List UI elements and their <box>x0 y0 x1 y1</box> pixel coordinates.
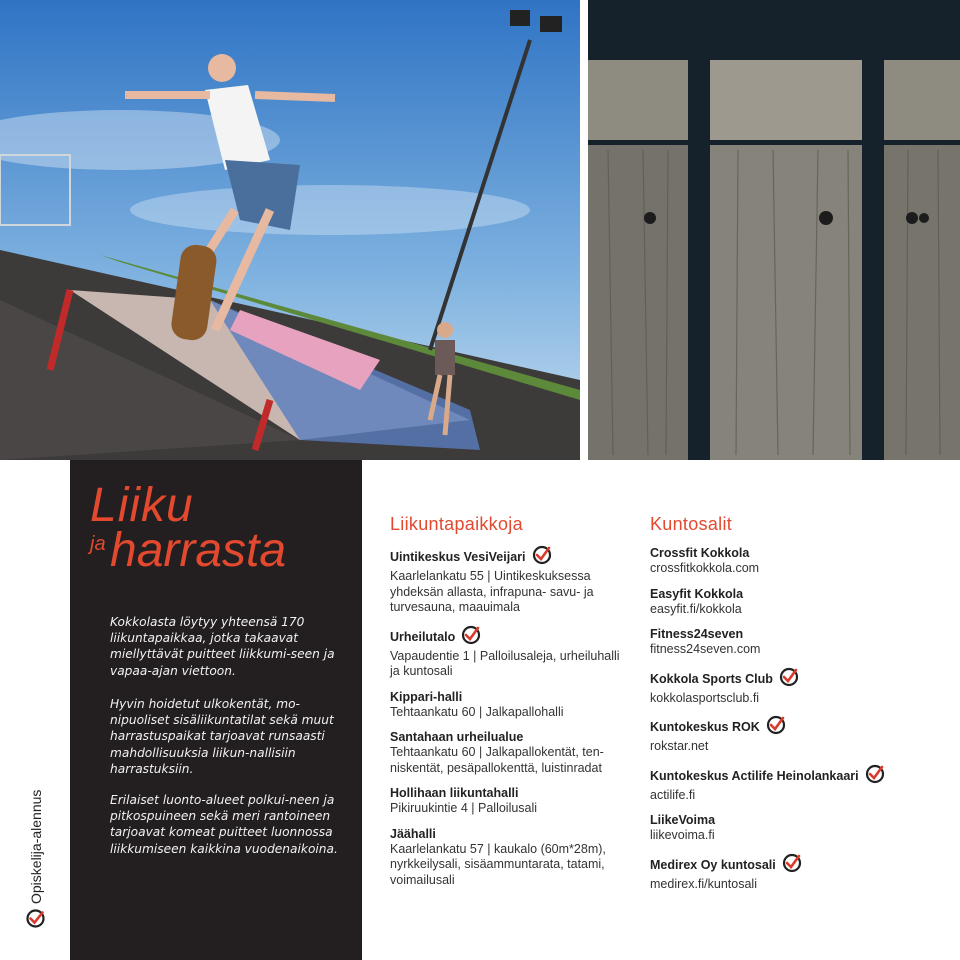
item-name <box>650 545 950 561</box>
student-discount-label <box>24 790 47 930</box>
item-name <box>650 853 950 877</box>
places-heading: Liikuntapaikkoja <box>390 514 523 534</box>
places-column <box>390 514 630 897</box>
list-item <box>390 689 630 721</box>
gyms-column <box>650 514 950 901</box>
item-description[interactable]: actilife.fi <box>650 787 696 802</box>
item-description[interactable]: crossfitkokkola.com <box>650 561 760 575</box>
item-name <box>650 626 950 642</box>
check-badge-icon <box>779 667 799 691</box>
check-badge-icon <box>865 764 885 788</box>
list-item <box>650 667 950 707</box>
item-name-text: LiikeVoima <box>650 813 716 827</box>
item-description[interactable]: kokkolasportsclub.fi <box>650 690 760 705</box>
item-name-text: Kippari-halli <box>390 689 463 704</box>
item-name <box>390 729 630 745</box>
title-small: ja <box>90 533 106 555</box>
item-name-text: Hollihaan liikuntahalli <box>390 786 519 800</box>
item-name <box>650 715 950 739</box>
intro-paragraph-1: Kokkolasta löytyy yhteensä 170 liikuntapaikkaa, jotka takaavat miellyttävät puitteet liikkumi-seen ja vapaa-ajan viettoon. <box>110 615 335 678</box>
item-description[interactable]: medirex.fi/kuntosali <box>650 876 757 891</box>
item-name-text: Jäähalli <box>390 826 436 841</box>
title-line2: harrasta <box>110 524 287 577</box>
gyms-heading: Kuntosalit <box>650 514 733 534</box>
item-name-text: Kokkola Sports Club <box>650 671 773 686</box>
item-name <box>650 586 950 602</box>
item-name-text: Medirex Oy kuntosali <box>650 857 776 872</box>
list-item <box>650 626 950 658</box>
list-item <box>650 764 950 804</box>
list-item <box>390 826 630 889</box>
list-item <box>650 812 950 844</box>
vertical-label-text: Opiskelija-alennus <box>27 789 44 904</box>
list-item <box>650 586 950 618</box>
item-name <box>650 764 950 788</box>
wood-planks-photo <box>588 0 960 460</box>
item-name-text: Kuntokeskus Actilife Heinolankaari <box>650 768 859 783</box>
check-badge-icon <box>26 909 46 932</box>
list-item <box>390 729 630 776</box>
item-name-text: Urheilutalo <box>390 629 456 644</box>
item-description: Tehtaankatu 60 | Jalkapallokentät, ten-niskentät, pesäpallokenttä, luistinradat <box>390 745 604 775</box>
item-name <box>390 625 630 649</box>
item-description: Kaarlelankatu 55 | Uintikeskuksessa yhdeksän allasta, infrapuna- savu- ja turvesauna, maauimala <box>390 569 594 614</box>
check-badge-icon <box>766 715 786 739</box>
item-name <box>390 545 630 569</box>
item-description[interactable]: easyfit.fi/kokkola <box>650 601 742 616</box>
item-name <box>650 667 950 691</box>
item-name <box>390 689 630 705</box>
list-item <box>650 545 950 577</box>
item-description: Pikiruukintie 4 | Palloilusali <box>390 801 538 815</box>
page-title <box>90 479 287 577</box>
skatepark-photo <box>0 0 580 460</box>
list-item <box>650 853 950 893</box>
list-item <box>390 785 630 817</box>
item-description[interactable]: rokstar.net <box>650 739 709 753</box>
item-name <box>650 812 950 828</box>
item-name-text: Fitness24seven <box>650 627 744 641</box>
item-description: Vapaudentie 1 | Palloilusaleja, urheiluhalli ja kuntosali <box>390 648 620 678</box>
title-line1: Liiku <box>90 479 194 532</box>
item-name-text: Kuntokeskus ROK <box>650 720 760 734</box>
item-name-text: Uintikeskus VesiVeijari <box>390 550 526 564</box>
list-item <box>650 715 950 755</box>
item-description[interactable]: fitness24seven.com <box>650 642 761 656</box>
item-name-text: Santahaan urheilualue <box>390 730 524 744</box>
list-item <box>390 545 630 616</box>
intro-paragraph-3: Erilaiset luonto-alueet polkui-neen ja pitkospuineen sekä meri rantoineen tarjoavat komeat puitteet luonnossa liikkumiseen kaikkina vuodenaikoina. <box>110 793 338 856</box>
intro-paragraph-2: Hyvin hoidetut ulkokentät, mo-nipuoliset sisäliikuntatilat sekä muut harrastuspaikat tarjoavat runsaasti mahdollisuuksia liikun-nallisiin harrastuksiin. <box>110 697 334 776</box>
item-name-text: Easyfit Kokkola <box>650 586 744 601</box>
item-description: Tehtaankatu 60 | Jalkapallohalli <box>390 704 564 719</box>
check-badge-icon <box>532 545 552 569</box>
item-description[interactable]: liikevoima.fi <box>650 828 715 842</box>
check-badge-icon <box>782 853 802 877</box>
item-name-text: Crossfit Kokkola <box>650 546 750 560</box>
item-name <box>390 826 630 842</box>
item-description: Kaarlelankatu 57 | kaukalo (60m*28m), nyrkkeilysali, sisäammuntarata, tatami, voimailusali <box>390 841 606 887</box>
item-name <box>390 785 630 801</box>
check-badge-icon <box>461 625 481 649</box>
list-item <box>390 625 630 680</box>
